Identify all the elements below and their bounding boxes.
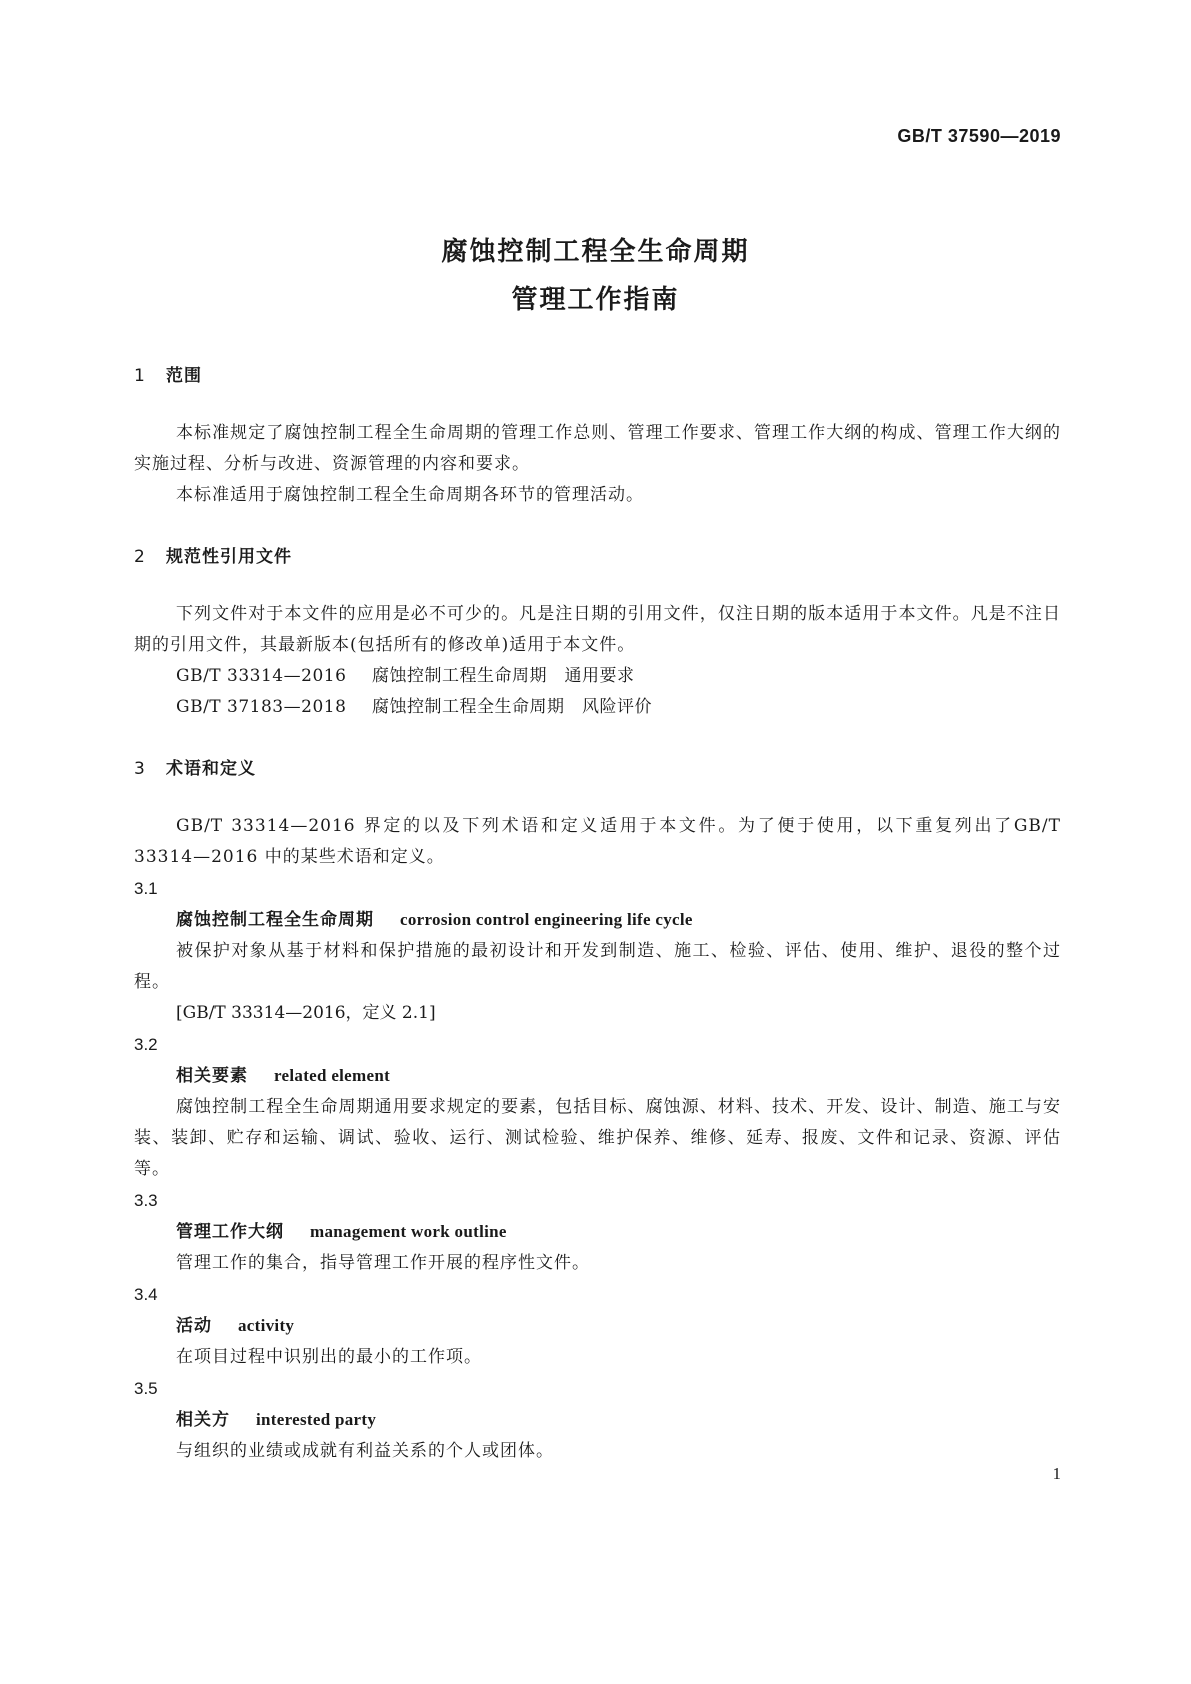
section-heading — [134, 364, 1061, 388]
term-name-en: related element — [274, 1066, 391, 1085]
section-terms-definitions — [134, 757, 1061, 1467]
standard-code: GB/T 37590—2019 — [897, 126, 1061, 146]
section-number: 2 — [134, 547, 146, 567]
paragraph: 下列文件对于本文件的应用是必不可少的。凡是注日期的引用文件，仅注日期的版本适用于本文件。凡是不注日期的引用文件，其最新版本(包括所有的修改单)适用于本文件。 — [134, 604, 1061, 655]
reference-item — [134, 661, 1061, 692]
term-definition: 管理工作的集合，指导管理工作开展的程序性文件。 — [176, 1253, 590, 1273]
term-name-cn: 活动 — [176, 1316, 212, 1336]
section-number: 3 — [134, 759, 146, 779]
paragraph: 本标准适用于腐蚀控制工程全生命周期各环节的管理活动。 — [176, 485, 644, 505]
term-source: [GB/T 33314—2016，定义 2.1] — [176, 1003, 436, 1023]
section-heading — [134, 757, 1061, 781]
section-scope — [134, 364, 1061, 511]
paragraph: GB/T 33314—2016 界定的以及下列术语和定义适用于本文件。为了便于使用，以下重复列出了GB/T 33314—2016 中的某些术语和定义。 — [134, 816, 1061, 867]
title-line-2: 管理工作指南 — [511, 285, 680, 315]
term-name-cn: 相关方 — [176, 1410, 230, 1430]
term-number: 3.1 — [134, 879, 158, 898]
term-name-en: corrosion control engineering life cycle — [400, 910, 693, 929]
term-definition: 在项目过程中识别出的最小的工作项。 — [176, 1347, 482, 1367]
document-body — [134, 364, 1061, 1467]
section-normative-references — [134, 545, 1061, 723]
term-number: 3.3 — [134, 1191, 158, 1210]
reference-title: 腐蚀控制工程生命周期 通用要求 — [372, 666, 635, 686]
section-title: 术语和定义 — [166, 759, 256, 779]
paragraph: 本标准规定了腐蚀控制工程全生命周期的管理工作总则、管理工作要求、管理工作大纲的构成、管理工作大纲的实施过程、分析与改进、资源管理的内容和要求。 — [134, 423, 1061, 474]
term-name — [134, 904, 1061, 936]
term-entry — [134, 1185, 1061, 1279]
term-definition: 与组织的业绩或成就有利益关系的个人或团体。 — [176, 1441, 554, 1461]
term-name — [134, 1310, 1061, 1342]
term-number: 3.5 — [134, 1379, 158, 1398]
section-title: 范围 — [166, 366, 202, 386]
reference-code: GB/T 37183—2018 — [176, 697, 347, 717]
term-entry — [134, 1373, 1061, 1467]
term-number: 3.2 — [134, 1035, 158, 1054]
document-title — [0, 228, 1191, 324]
reference-code: GB/T 33314—2016 — [176, 666, 347, 686]
term-number: 3.4 — [134, 1285, 158, 1304]
page-number: 1 — [1052, 1464, 1061, 1483]
section-title: 规范性引用文件 — [166, 547, 292, 567]
term-entry — [134, 1279, 1061, 1373]
section-number: 1 — [134, 366, 146, 386]
term-definition: 被保护对象从基于材料和保护措施的最初设计和开发到制造、施工、检验、评估、使用、维护、退役的整个过程。 — [134, 941, 1061, 992]
term-name-cn: 相关要素 — [176, 1066, 248, 1086]
title-line-1: 腐蚀控制工程全生命周期 — [441, 237, 750, 267]
term-definition: 腐蚀控制工程全生命周期通用要求规定的要素，包括目标、腐蚀源、材料、技术、开发、设计、制造、施工与安装、装卸、贮存和运输、调试、验收、运行、测试检验、维护保养、维修、延寿、报废、文件和记录、资源、评估等。 — [134, 1097, 1061, 1179]
term-name — [134, 1404, 1061, 1436]
term-name-en: interested party — [256, 1410, 377, 1429]
term-name-cn: 管理工作大纲 — [176, 1222, 284, 1242]
term-name-en: management work outline — [310, 1222, 507, 1241]
term-entry — [134, 873, 1061, 1029]
section-heading — [134, 545, 1061, 569]
term-entry — [134, 1029, 1061, 1185]
term-name — [134, 1060, 1061, 1092]
term-name — [134, 1216, 1061, 1248]
term-name-cn: 腐蚀控制工程全生命周期 — [176, 910, 374, 930]
reference-item — [134, 692, 1061, 723]
reference-title: 腐蚀控制工程全生命周期 风险评价 — [372, 697, 652, 717]
term-name-en: activity — [238, 1316, 295, 1335]
